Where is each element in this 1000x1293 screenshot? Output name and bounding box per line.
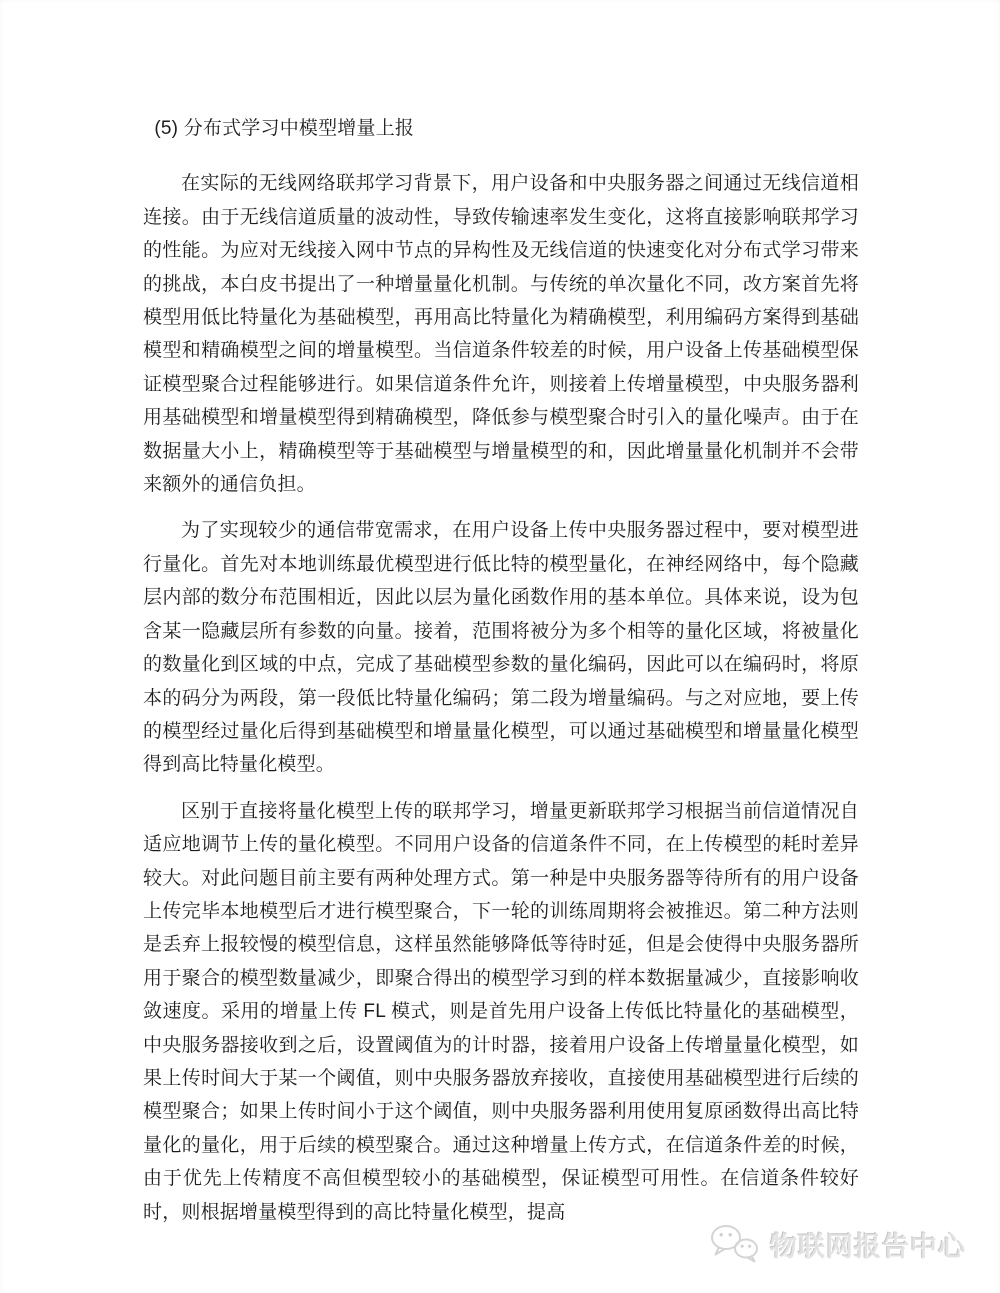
document-body <box>143 112 859 1229</box>
paragraph-1: 在实际的无线网络联邦学习背景下，用户设备和中央服务器之间通过无线信道相连接。由于无线信道质量的波动性，导致传输速率发生变化，这将直接影响联邦学习的性能。为应对无线接入网中节点的异构性及无线信道的快速变化对分布式学习带来的挑战，本白皮书提出了一种增量量化机制。与传统的单次量化不同，改方案首先将模型用低比特量化为基础模型，再用高比特量化为精确模型，利用编码方案得到基础模型和精确模型之间的增量模型。当信道条件较差的时候，用户设备上传基础模型保证模型聚合过程能够进行。如果信道条件允许，则接着上传增量模型，中央服务器利用基础模型和增量模型得到精确模型，降低参与模型聚合时引入的量化噪声。由于在数据量大小上，精确模型等于基础模型与增量模型的和，因此增量量化机制并不会带来额外的通信负担。 <box>143 173 859 496</box>
paragraph-3: 区别于直接将量化模型上传的联邦学习，增量更新联邦学习根据当前信道情况自适应地调节上传的量化模型。不同用户设备的信道条件不同，在上传模型的耗时差异较大。对此问题目前主要有两种处理方式。第一种是中央服务器等待所有的用户设备上传完毕本地模型后才进行模型聚合，下一轮的训练周期将会被推迟。第二种方法则是丢弃上报较慢的模型信息，这样虽然能够降低等待时延，但是会使得中央服务器所用于聚合的模型数量减少，即聚合得出的模型学习到的样本数据量减少，直接影响收敛速度。采用的增量上传 FL 模式，则是首先用户设备上传低比特量化的基础模型，中央服务器接收到之后，设置阈值为的计时器，接着用户设备上传增量量化模型，如果上传时间大于某一个阈值，则中央服务器放弃接收，直接使用基础模型进行后续的模型聚合；如果上传时间小于这个阈值，则中央服务器利用使用复原函数得出高比特量化的量化，用于后续的模型聚合。通过这种增量上传方式，在信道条件差的时候，由于优先上传精度不高但模型较小的基础模型，保证模型可用性。在信道条件较好时，则根据增量模型得到的高比特量化模型，提高 <box>143 800 859 1223</box>
watermark-label: 物联网报告中心 <box>770 1231 966 1262</box>
section-heading: (5) 分布式学习中模型增量上报 <box>154 118 415 139</box>
paragraph-2: 为了实现较少的通信带宽需求，在用户设备上传中央服务器过程中，要对模型进行量化。首先对本地训练最优模型进行低比特的模型量化，在神经网络中，每个隐藏层内部的数分布范围相近，因此以层为量化函数作用的基本单位。具体来说，设为包含某一隐藏层所有参数的向量。接着，范围将被分为多个相等的量化区域，将被量化的数量化到区域的中点，完成了基础模型参数的量化编码，因此可以在编码时，将原本的码分为两段，第一段低比特量化编码；第二段为增量编码。与之对应地，要上传的模型经过量化后得到基础模型和增量量化模型，可以通过基础模型和增量量化模型得到高比特量化模型。 <box>143 520 859 776</box>
watermark <box>709 1223 966 1265</box>
wechat-icon <box>709 1223 761 1265</box>
